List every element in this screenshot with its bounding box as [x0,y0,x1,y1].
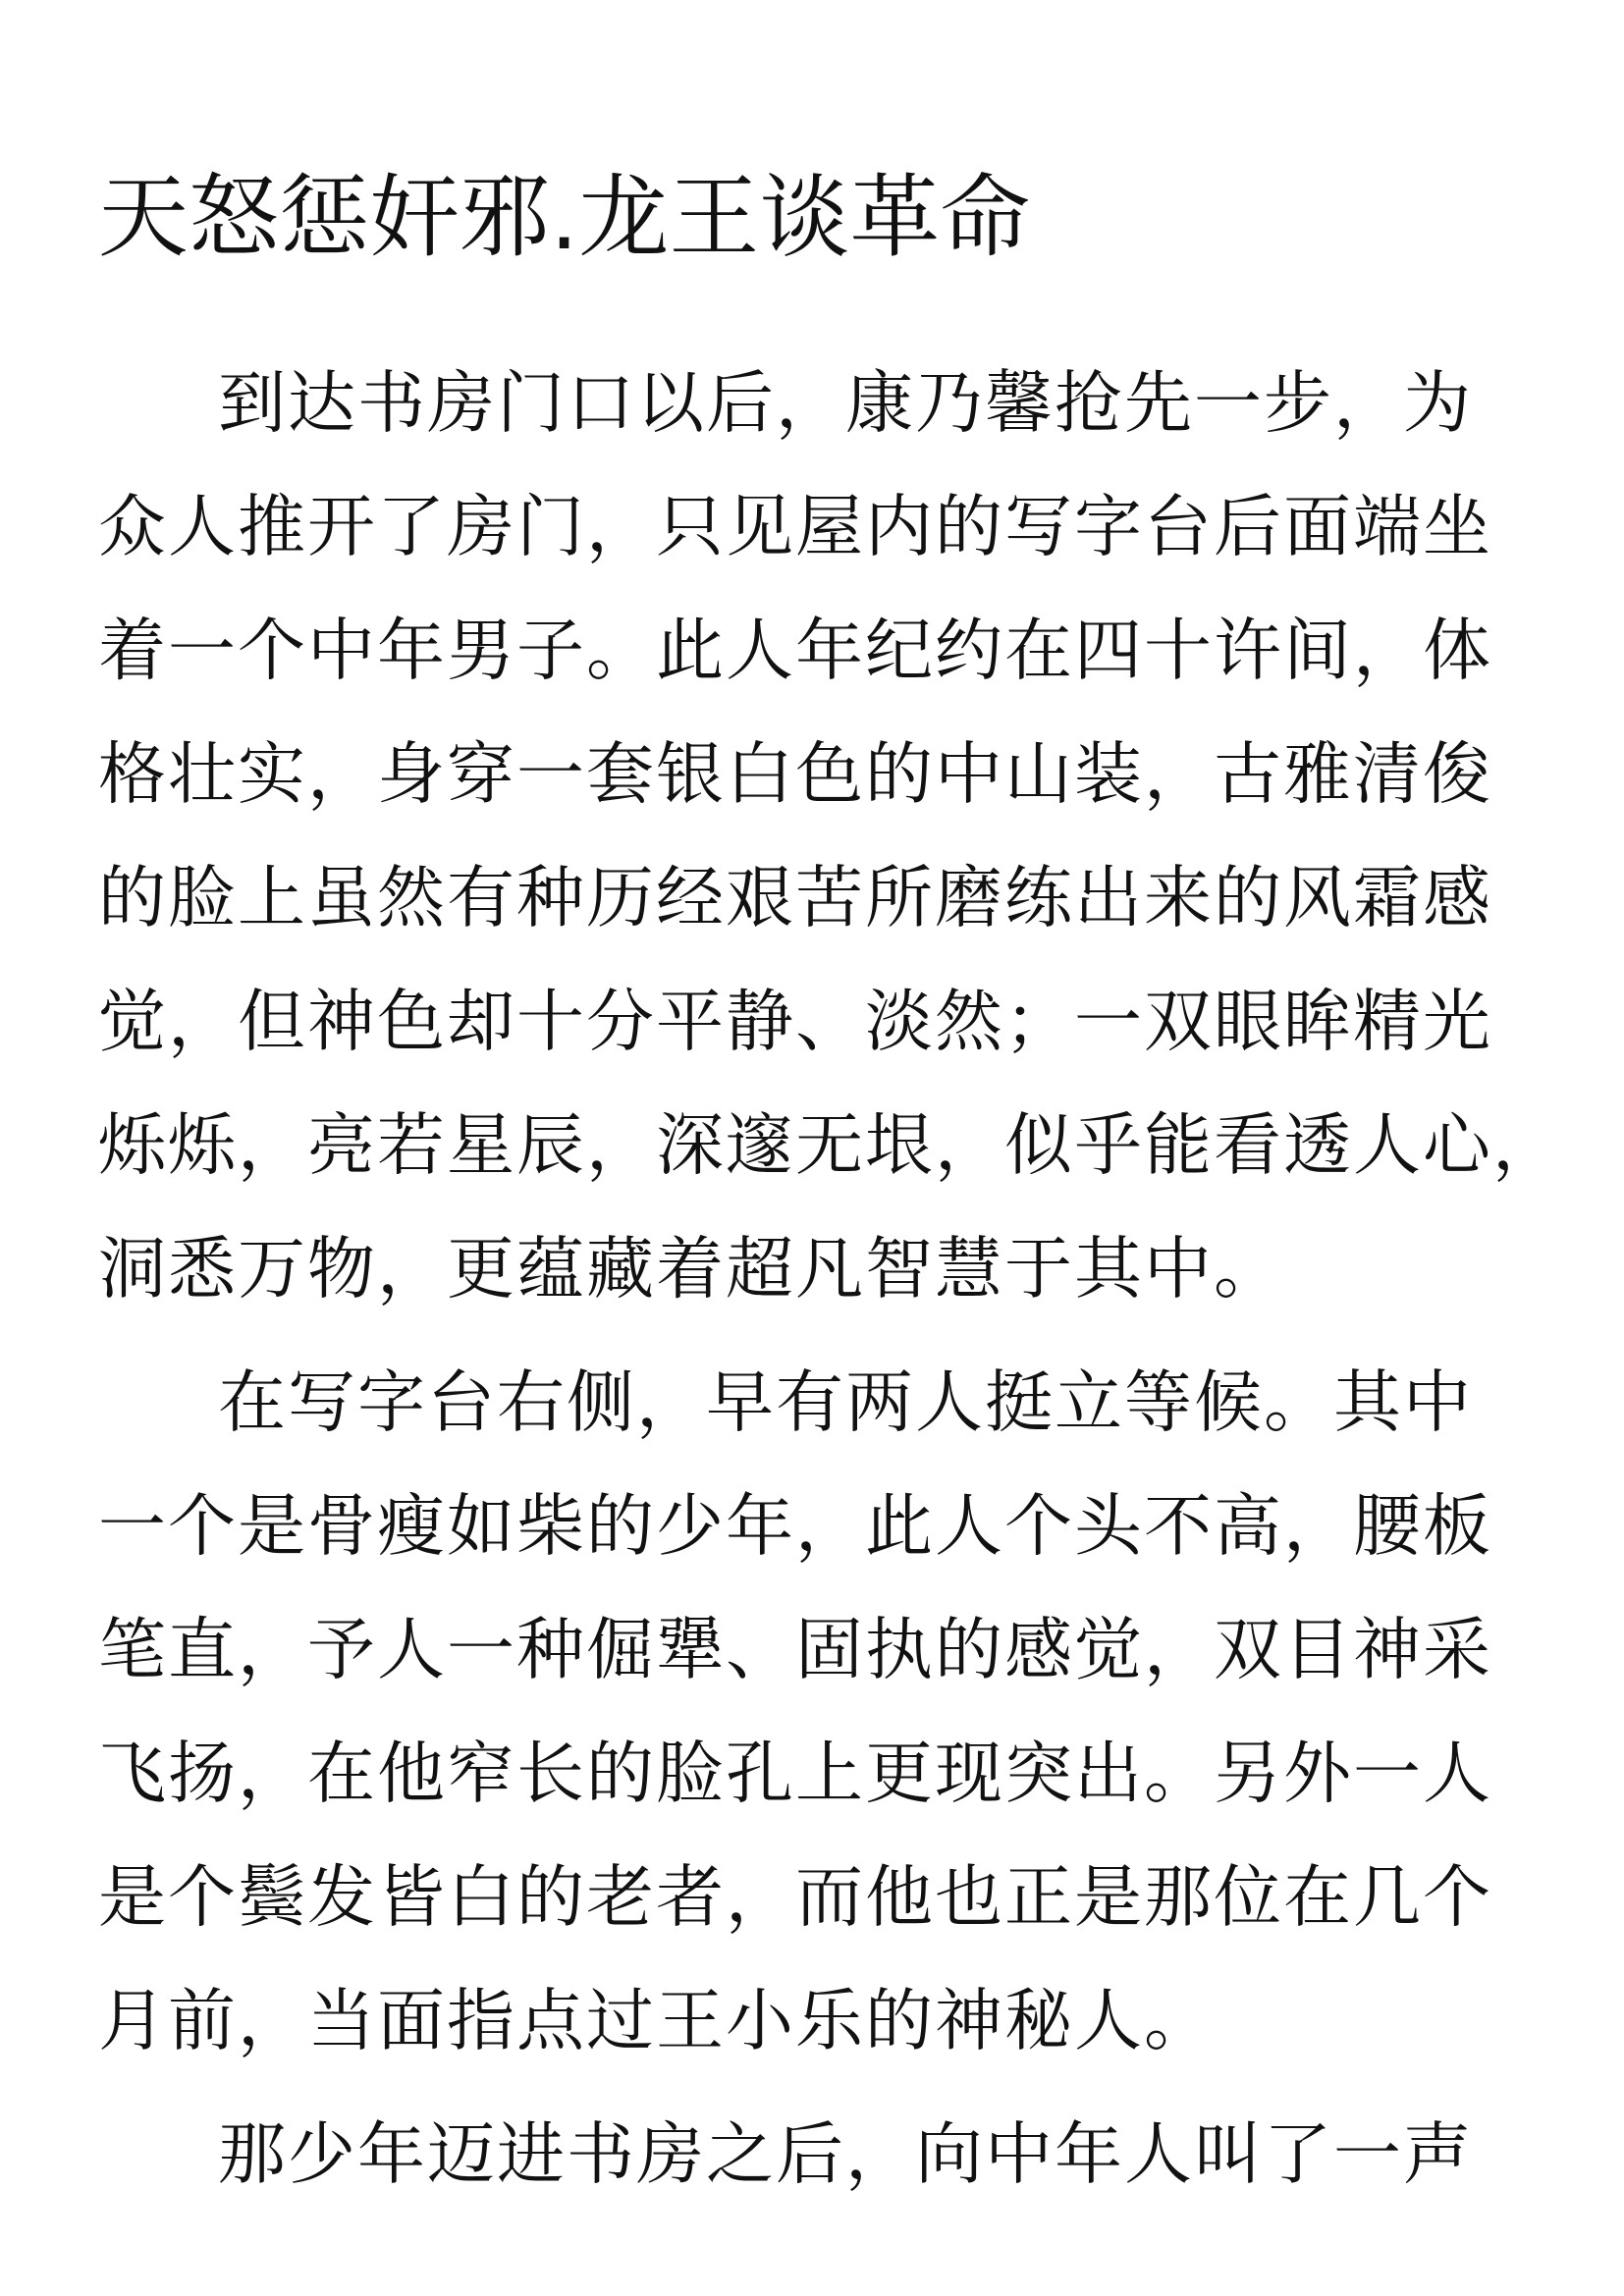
text-line: 洞悉万物，更蕴藏着超凡智慧于其中。 [98,1230,1283,1308]
text-line: 着一个中年男子。此人年纪约在四十许间，体 [98,612,1492,690]
paragraph-gap [98,2083,1551,2093]
text-line: 觉，但神色却十分平静、淡然；一双眼眸精光 [98,983,1492,1061]
text-line: 飞扬，在他窄长的脸孔上更现突出。另外一人 [98,1735,1492,1813]
text-line: 到达书房门口以后，康乃馨抢先一步，为 [218,364,1473,443]
text-line: 那少年迈进书房之后，向中年人叫了一声 [218,2115,1473,2194]
paragraph [98,1341,1551,2083]
chapter-title: 天怒惩奸邪.龙王谈革命 [98,165,1031,270]
paragraph-gap [98,1331,1551,1341]
text-line: 月前，当面指点过王小乐的神秘人。 [98,1982,1214,2060]
text-line: 一个是骨瘦如柴的少年，此人个头不高，腰板 [98,1487,1492,1566]
paragraph [98,2093,1551,2216]
text-line: 烁烁，亮若星辰，深邃无垠，似乎能看透人心， [98,1106,1562,1185]
text-line: 笔直，予人一种倔犟、固执的感觉，双目神采 [98,1611,1492,1689]
chapter-body [98,342,1562,2216]
text-line: 的脸上虽然有种历经艰苦所磨练出来的风霜感 [98,859,1492,937]
text-line: 是个鬓发皆白的老者，而他也正是那位在几个 [98,1858,1492,1937]
paragraph [98,342,1562,1331]
text-line: 在写字台右侧，早有两人挺立等候。其中 [218,1363,1473,1442]
text-line: 众人推开了房门，只见屋内的写字台后面端坐 [98,488,1492,566]
text-line: 格壮实，身穿一套银白色的中山装，古雅清俊 [98,735,1492,814]
